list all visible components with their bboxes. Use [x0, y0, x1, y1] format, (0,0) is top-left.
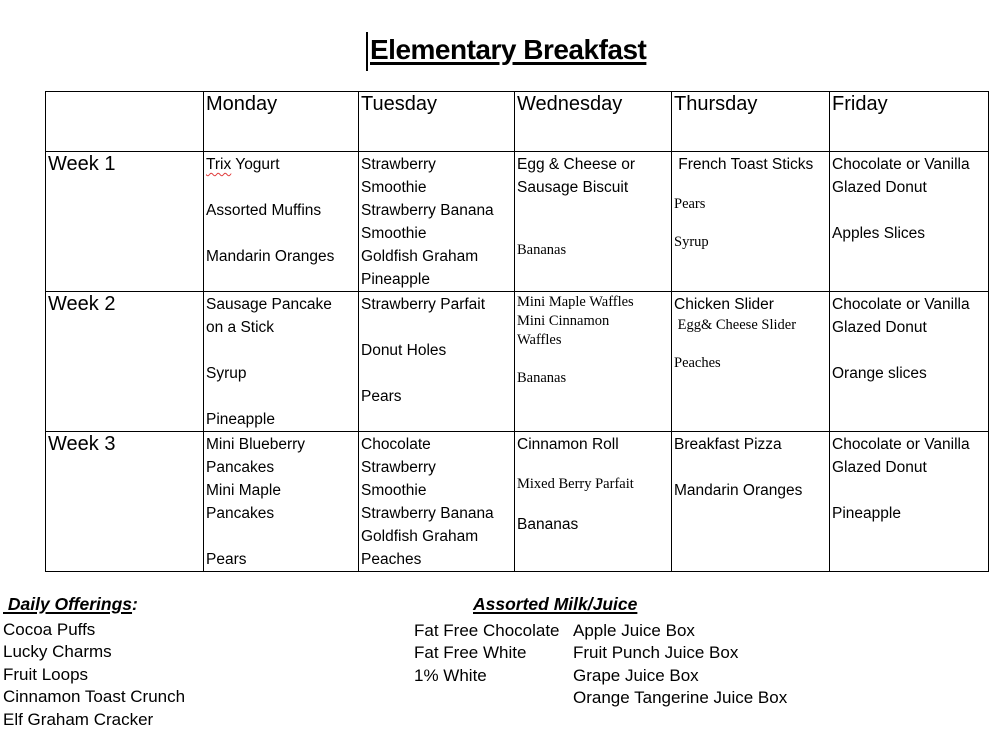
daily-offerings-list: [3, 619, 185, 731]
menu-item-line: Mixed Berry Parfait: [517, 476, 634, 492]
day-header-friday[interactable]: Friday: [830, 92, 989, 152]
blank-line: [832, 199, 986, 222]
menu-item-line: Peaches: [361, 551, 422, 568]
menu-item-line: Strawberry: [361, 459, 436, 476]
menu-item-line: Bananas: [517, 516, 579, 533]
menu-item-line: Pears: [361, 388, 402, 405]
menu-item-line: Goldfish Graham: [361, 248, 479, 265]
menu-item-line: Pears: [674, 196, 706, 212]
juice-item: Apple Juice Box: [573, 621, 695, 640]
cell-week2-friday[interactable]: [830, 292, 989, 432]
milk-item: Fat Free Chocolate: [414, 621, 560, 640]
menu-item-line: Goldfish Graham: [361, 528, 479, 545]
menu-item-line: Glazed Donut: [832, 319, 927, 336]
menu-item-line: Glazed Donut: [832, 459, 927, 476]
day-header-tuesday[interactable]: Tuesday: [359, 92, 515, 152]
cell-week1-wednesday[interactable]: [515, 152, 672, 292]
daily-offering-item: Lucky Charms: [3, 642, 112, 662]
daily-offering-item: Cocoa Puffs: [3, 620, 96, 639]
text-cursor: [366, 32, 368, 71]
week-label-1[interactable]: Week 1: [46, 152, 204, 292]
menu-item-line: Chicken Slider: [674, 296, 774, 313]
menu-item-line: Syrup: [674, 234, 709, 250]
menu-item-line: Mini Maple: [206, 482, 281, 499]
menu-item-line: Donut Holes: [361, 342, 447, 359]
blank-line: [517, 350, 669, 369]
menu-item-line: Pineapple: [206, 411, 275, 428]
milk-juice-heading[interactable]: [473, 594, 637, 615]
milk-juice-heading-text: Assorted Milk/Juice: [473, 594, 638, 614]
juice-list[interactable]: [573, 620, 787, 710]
menu-table-body: [46, 92, 989, 572]
menu-row-week1: [46, 152, 989, 292]
menu-item-line: Chocolate or Vanilla: [832, 296, 970, 313]
menu-item-line: Apples Slices: [832, 225, 926, 242]
menu-table: [45, 91, 989, 572]
page-title[interactable]: Elementary Breakfast: [370, 34, 647, 65]
menu-item-line: Mini Maple Waffles: [517, 294, 634, 310]
daily-offerings-heading-colon: :: [132, 594, 138, 614]
blank-line: [674, 176, 827, 195]
menu-item-line: Trix Yogurt: [206, 156, 280, 173]
blank-line: [517, 222, 669, 241]
blank-line: [206, 525, 356, 548]
blank-line: [206, 176, 356, 199]
menu-item-line: Smoothie: [361, 225, 427, 242]
daily-offering-item: Elf Graham Cracker: [3, 709, 154, 729]
menu-item-line: Egg& Cheese Slider: [674, 317, 797, 333]
cell-week3-monday[interactable]: [204, 432, 359, 572]
blank-line: [517, 456, 669, 475]
milk-item: Fat Free White: [414, 643, 527, 663]
menu-item-line: Chocolate or Vanilla: [832, 156, 970, 173]
daily-offerings-section[interactable]: [3, 594, 185, 731]
menu-item-line: Mandarin Oranges: [674, 482, 803, 499]
day-header-thursday[interactable]: Thursday: [672, 92, 830, 152]
menu-item-line: Breakfast Pizza: [674, 436, 782, 453]
menu-item-line: Strawberry Banana: [361, 505, 494, 522]
menu-item-line: on a Stick: [206, 319, 275, 336]
milk-list[interactable]: [414, 620, 560, 687]
blank-line: [832, 339, 986, 362]
document-title-block[interactable]: [366, 32, 646, 71]
menu-row-week2: [46, 292, 989, 432]
juice-item: Fruit Punch Juice Box: [573, 643, 739, 663]
blank-line: [674, 214, 827, 233]
blank-line: [361, 362, 512, 385]
corner-cell[interactable]: [46, 92, 204, 152]
menu-item-line: Strawberry Parfait: [361, 296, 486, 313]
cell-week1-monday[interactable]: [204, 152, 359, 292]
menu-item-line: Assorted Muffins: [206, 202, 322, 219]
menu-item-line: Chocolate: [361, 436, 431, 453]
menu-item-line: Syrup: [206, 365, 247, 382]
blank-line: [674, 335, 827, 354]
menu-item-line: Strawberry: [361, 156, 436, 173]
menu-item-line: Cinnamon Roll: [517, 436, 619, 453]
blank-line: [206, 339, 356, 362]
cell-week2-thursday[interactable]: [672, 292, 830, 432]
menu-item-line: Chocolate or Vanilla: [832, 436, 970, 453]
menu-item-line: Mini Cinnamon: [517, 313, 610, 329]
menu-item-line: Smoothie: [361, 482, 427, 499]
cell-week3-tuesday[interactable]: [359, 432, 515, 572]
menu-item-line: Bananas: [517, 370, 567, 386]
menu-item-line: Pancakes: [206, 505, 275, 522]
day-header-row: [46, 92, 989, 152]
menu-item-line: Glazed Donut: [832, 179, 927, 196]
week-label-3[interactable]: Week 3: [46, 432, 204, 572]
daily-offerings-heading-text: Daily Offerings: [3, 594, 133, 614]
cell-week3-wednesday[interactable]: [515, 432, 672, 572]
menu-item-line: Pineapple: [361, 271, 430, 288]
cell-week3-thursday[interactable]: [672, 432, 830, 572]
juice-item: Grape Juice Box: [573, 665, 699, 685]
cell-week2-tuesday[interactable]: [359, 292, 515, 432]
menu-item-line: Pears: [206, 551, 247, 568]
menu-item-line: Pineapple: [832, 505, 901, 522]
cell-week1-friday[interactable]: [830, 152, 989, 292]
day-header-monday[interactable]: Monday: [204, 92, 359, 152]
blank-line: [674, 456, 827, 479]
cell-week2-monday[interactable]: [204, 292, 359, 432]
milk-item: 1% White: [414, 665, 487, 685]
menu-item-line: French Toast Sticks: [674, 156, 814, 173]
juice-item: Orange Tangerine Juice Box: [573, 688, 788, 708]
menu-item-line: Sausage Biscuit: [517, 179, 629, 196]
menu-item-line: Mandarin Oranges: [206, 248, 335, 265]
week-label-2[interactable]: Week 2: [46, 292, 204, 432]
misspelled-word: Trix: [206, 156, 232, 173]
cell-week2-wednesday[interactable]: [515, 292, 672, 432]
blank-line: [517, 199, 669, 222]
menu-item-line: Smoothie: [361, 179, 427, 196]
menu-item-line: Pancakes: [206, 459, 275, 476]
menu-row-week3: [46, 432, 989, 572]
cell-week1-thursday[interactable]: [672, 152, 830, 292]
menu-item-line: Peaches: [674, 355, 721, 371]
daily-offerings-heading[interactable]: [3, 594, 185, 615]
blank-line: [206, 385, 356, 408]
daily-offering-item: Cinnamon Toast Crunch: [3, 687, 186, 707]
blank-line: [361, 316, 512, 339]
blank-line: [517, 494, 669, 513]
blank-line: [206, 222, 356, 245]
menu-item-line: Mini Blueberry: [206, 436, 306, 453]
cell-week1-tuesday[interactable]: [359, 152, 515, 292]
day-header-wednesday[interactable]: Wednesday: [515, 92, 672, 152]
menu-item-line: Waffles: [517, 332, 562, 348]
menu-item-line: Bananas: [517, 242, 567, 258]
menu-item-line: Egg & Cheese or: [517, 156, 636, 173]
menu-item-line: Orange slices: [832, 365, 927, 382]
cell-week3-friday[interactable]: [830, 432, 989, 572]
menu-item-line: Strawberry Banana: [361, 202, 494, 219]
menu-item-line: Sausage Pancake: [206, 296, 332, 313]
daily-offering-item: Fruit Loops: [3, 664, 89, 684]
blank-line: [832, 479, 986, 502]
